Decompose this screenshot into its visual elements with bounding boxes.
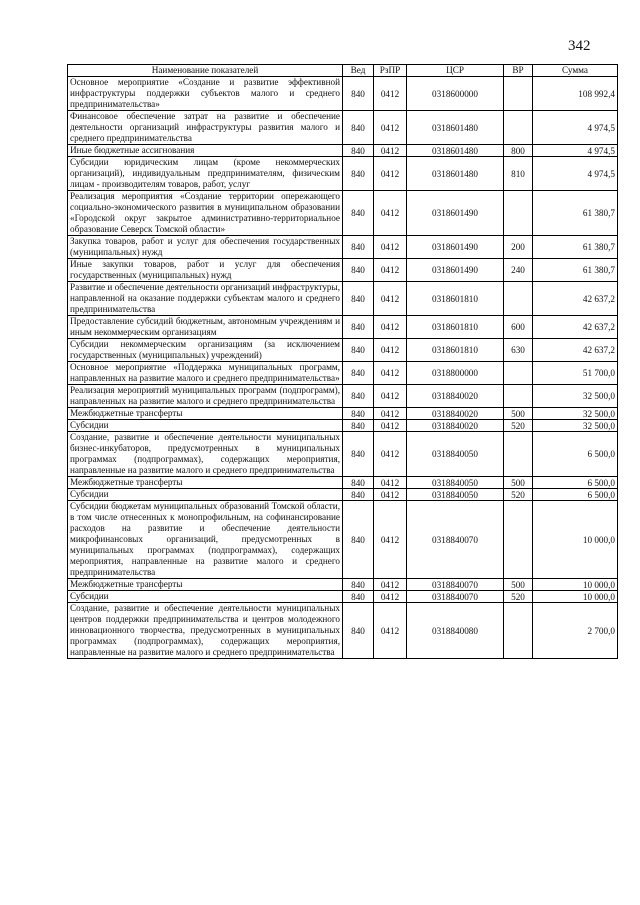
cell-ved: 840 xyxy=(343,408,374,420)
cell-rzpr: 0412 xyxy=(374,362,407,385)
cell-sum: 32 500,0 xyxy=(533,408,618,420)
cell-sum: 32 500,0 xyxy=(533,420,618,432)
cell-csr: 0318840080 xyxy=(407,603,504,659)
cell-ved: 840 xyxy=(343,385,374,408)
cell-name: Основное мероприятие «Создание и развитие эффективной инфраструктуры поддержки субъектов малого и среднего предпринимательства» xyxy=(68,77,343,111)
table-row xyxy=(68,77,618,111)
table-row xyxy=(68,282,618,316)
cell-sum: 6 500,0 xyxy=(533,432,618,477)
cell-sum: 108 992,4 xyxy=(533,77,618,111)
cell-csr: 0318840070 xyxy=(407,591,504,603)
cell-vr xyxy=(504,282,533,316)
cell-ved: 840 xyxy=(343,591,374,603)
cell-rzpr: 0412 xyxy=(374,316,407,339)
cell-sum: 4 974,5 xyxy=(533,157,618,191)
cell-name: Субсидии бюджетам муниципальных образований Томской области, в том числе отнесенных к монопрофильным, на софинансирование расходов на развитие и обеспечение деятельности микрофинансовых организаций, предусмотренных в муниципальных программах (подпрограммах), содержащих мероприятия, направленные на развитие малого и среднего предпринимательства xyxy=(68,501,343,579)
cell-name: Закупка товаров, работ и услуг для обеспечения государственных (муниципальных) нужд xyxy=(68,236,343,259)
cell-rzpr: 0412 xyxy=(374,77,407,111)
cell-ved: 840 xyxy=(343,362,374,385)
cell-vr: 810 xyxy=(504,157,533,191)
cell-csr: 0318601480 xyxy=(407,145,504,157)
cell-ved: 840 xyxy=(343,236,374,259)
cell-csr: 0318840020 xyxy=(407,385,504,408)
cell-ved: 840 xyxy=(343,316,374,339)
cell-sum: 6 500,0 xyxy=(533,477,618,489)
cell-sum: 10 000,0 xyxy=(533,591,618,603)
cell-vr: 520 xyxy=(504,420,533,432)
table-row xyxy=(68,191,618,236)
cell-sum: 42 637,2 xyxy=(533,282,618,316)
cell-csr: 0318840050 xyxy=(407,489,504,501)
cell-name: Реализация мероприятий муниципальных программ (подпрограмм), направленных на развитие малого и среднего предпринимательства xyxy=(68,385,343,408)
cell-rzpr: 0412 xyxy=(374,408,407,420)
cell-rzpr: 0412 xyxy=(374,157,407,191)
cell-sum: 42 637,2 xyxy=(533,316,618,339)
cell-rzpr: 0412 xyxy=(374,591,407,603)
cell-sum: 10 000,0 xyxy=(533,501,618,579)
table-row xyxy=(68,259,618,282)
cell-rzpr: 0412 xyxy=(374,579,407,591)
cell-rzpr: 0412 xyxy=(374,477,407,489)
cell-name: Развитие и обеспечение деятельности организаций инфраструктуры, направленной на оказание поддержки субъектам малого и среднего предпринимательства xyxy=(68,282,343,316)
cell-ved: 840 xyxy=(343,501,374,579)
cell-ved: 840 xyxy=(343,339,374,362)
cell-rzpr: 0412 xyxy=(374,489,407,501)
cell-name: Реализация мероприятия «Создание территории опережающего социально-экономического развития в муниципальном образовании «Городской округ закрытое административно-территориальное образование Северск Томской области» xyxy=(68,191,343,236)
cell-ved: 840 xyxy=(343,432,374,477)
header-sum: Сумма xyxy=(533,65,618,77)
header-ved: Вед xyxy=(343,65,374,77)
cell-ved: 840 xyxy=(343,77,374,111)
table-header-row xyxy=(68,65,618,77)
table-row xyxy=(68,145,618,157)
table-row xyxy=(68,339,618,362)
cell-ved: 840 xyxy=(343,420,374,432)
cell-ved: 840 xyxy=(343,157,374,191)
cell-name: Предоставление субсидий бюджетным, автономным учреждениям и иным некоммерческим организациям xyxy=(68,316,343,339)
cell-rzpr: 0412 xyxy=(374,236,407,259)
table-row xyxy=(68,157,618,191)
cell-vr: 520 xyxy=(504,591,533,603)
cell-vr xyxy=(504,603,533,659)
cell-rzpr: 0412 xyxy=(374,111,407,145)
cell-vr: 240 xyxy=(504,259,533,282)
table-row xyxy=(68,477,618,489)
table-row xyxy=(68,579,618,591)
cell-ved: 840 xyxy=(343,111,374,145)
cell-name: Субсидии xyxy=(68,420,343,432)
cell-name: Иные бюджетные ассигнования xyxy=(68,145,343,157)
header-vr: ВР xyxy=(504,65,533,77)
cell-vr: 200 xyxy=(504,236,533,259)
cell-vr xyxy=(504,77,533,111)
cell-csr: 0318601810 xyxy=(407,316,504,339)
cell-rzpr: 0412 xyxy=(374,603,407,659)
cell-name: Субсидии юридическим лицам (кроме некоммерческих организаций), индивидуальным предпринимателям, физическим лицам - производителям товаров, работ, услуг xyxy=(68,157,343,191)
table-row xyxy=(68,385,618,408)
cell-csr: 0318840020 xyxy=(407,408,504,420)
cell-csr: 0318601810 xyxy=(407,339,504,362)
cell-vr: 630 xyxy=(504,339,533,362)
cell-rzpr: 0412 xyxy=(374,191,407,236)
cell-ved: 840 xyxy=(343,191,374,236)
cell-name: Межбюджетные трансферты xyxy=(68,579,343,591)
table-row xyxy=(68,236,618,259)
cell-name: Субсидии xyxy=(68,489,343,501)
cell-vr xyxy=(504,385,533,408)
header-name: Наименование показателей xyxy=(68,65,343,77)
cell-vr: 500 xyxy=(504,477,533,489)
cell-csr: 0318840070 xyxy=(407,501,504,579)
cell-csr: 0318601810 xyxy=(407,282,504,316)
cell-name: Создание, развитие и обеспечение деятельности муниципальных центров поддержки предпринимательства и центров молодежного инновационного творчества, предусмотренных в муниципальных программах (подпрограммах), содержащих мероприятия, направленные на развитие малого и среднего предпринимательства xyxy=(68,603,343,659)
cell-sum: 61 380,7 xyxy=(533,191,618,236)
cell-ved: 840 xyxy=(343,259,374,282)
cell-sum: 10 000,0 xyxy=(533,579,618,591)
cell-csr: 0318601490 xyxy=(407,191,504,236)
table-row xyxy=(68,591,618,603)
cell-vr xyxy=(504,432,533,477)
cell-vr xyxy=(504,191,533,236)
cell-rzpr: 0412 xyxy=(374,282,407,316)
cell-rzpr: 0412 xyxy=(374,420,407,432)
cell-name: Субсидии xyxy=(68,591,343,603)
cell-vr: 500 xyxy=(504,579,533,591)
cell-sum: 4 974,5 xyxy=(533,145,618,157)
table-row xyxy=(68,501,618,579)
cell-rzpr: 0412 xyxy=(374,432,407,477)
cell-csr: 0318840020 xyxy=(407,420,504,432)
budget-table xyxy=(67,64,618,659)
cell-sum: 61 380,7 xyxy=(533,236,618,259)
cell-sum: 61 380,7 xyxy=(533,259,618,282)
cell-sum: 51 700,0 xyxy=(533,362,618,385)
cell-ved: 840 xyxy=(343,282,374,316)
cell-rzpr: 0412 xyxy=(374,385,407,408)
cell-sum: 32 500,0 xyxy=(533,385,618,408)
table-row xyxy=(68,420,618,432)
cell-ved: 840 xyxy=(343,603,374,659)
cell-csr: 0318800000 xyxy=(407,362,504,385)
cell-vr xyxy=(504,111,533,145)
cell-rzpr: 0412 xyxy=(374,259,407,282)
cell-name: Иные закупки товаров, работ и услуг для обеспечения государственных (муниципальных) нужд xyxy=(68,259,343,282)
table-row xyxy=(68,362,618,385)
cell-rzpr: 0412 xyxy=(374,501,407,579)
cell-vr xyxy=(504,501,533,579)
cell-name: Межбюджетные трансферты xyxy=(68,408,343,420)
table-body xyxy=(68,77,618,659)
table-row xyxy=(68,489,618,501)
cell-sum: 42 637,2 xyxy=(533,339,618,362)
cell-vr: 520 xyxy=(504,489,533,501)
cell-ved: 840 xyxy=(343,579,374,591)
cell-csr: 0318601490 xyxy=(407,236,504,259)
header-rzpr: РзПР xyxy=(374,65,407,77)
cell-name: Основное мероприятие «Поддержка муниципальных программ, направленных на развитие малого и среднего предпринимательства» xyxy=(68,362,343,385)
table-row xyxy=(68,432,618,477)
cell-csr: 0318600000 xyxy=(407,77,504,111)
cell-sum: 6 500,0 xyxy=(533,489,618,501)
table-row xyxy=(68,603,618,659)
cell-vr: 600 xyxy=(504,316,533,339)
page-number: 342 xyxy=(568,38,591,54)
table-row xyxy=(68,316,618,339)
header-csr: ЦСР xyxy=(407,65,504,77)
cell-ved: 840 xyxy=(343,477,374,489)
cell-csr: 0318840050 xyxy=(407,477,504,489)
cell-rzpr: 0412 xyxy=(374,339,407,362)
cell-csr: 0318601490 xyxy=(407,259,504,282)
cell-sum: 2 700,0 xyxy=(533,603,618,659)
cell-csr: 0318601480 xyxy=(407,111,504,145)
cell-ved: 840 xyxy=(343,145,374,157)
cell-vr: 500 xyxy=(504,408,533,420)
cell-csr: 0318840070 xyxy=(407,579,504,591)
cell-vr: 800 xyxy=(504,145,533,157)
cell-vr xyxy=(504,362,533,385)
cell-name: Финансовое обеспечение затрат на развитие и обеспечение деятельности организаций инфраструктуры развития малого и среднего предпринимательства xyxy=(68,111,343,145)
cell-csr: 0318601480 xyxy=(407,157,504,191)
cell-name: Создание, развитие и обеспечение деятельности муниципальных бизнес-инкубаторов, предусмотренных в муниципальных программах (подпрограммах), содержащих мероприятия, направленные на развитие малого и среднего предпринимательства xyxy=(68,432,343,477)
cell-ved: 840 xyxy=(343,489,374,501)
table-row xyxy=(68,408,618,420)
cell-csr: 0318840050 xyxy=(407,432,504,477)
table-row xyxy=(68,111,618,145)
cell-name: Субсидии некоммерческим организациям (за исключением государственных (муниципальных) учреждений) xyxy=(68,339,343,362)
cell-name: Межбюджетные трансферты xyxy=(68,477,343,489)
cell-rzpr: 0412 xyxy=(374,145,407,157)
cell-sum: 4 974,5 xyxy=(533,111,618,145)
